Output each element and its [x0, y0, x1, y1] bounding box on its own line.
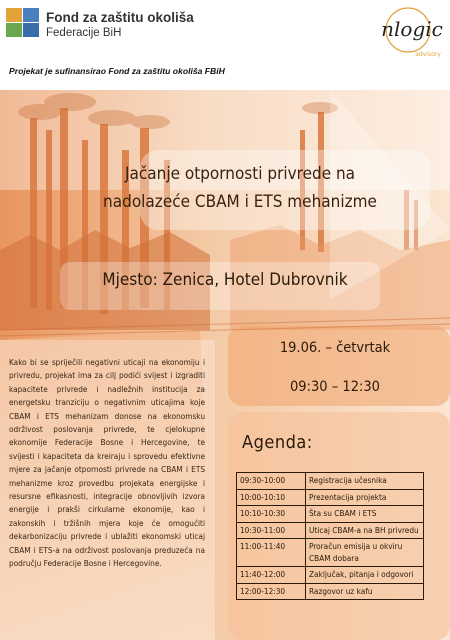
agenda-topic: Šta su CBAM i ETS [306, 506, 424, 523]
event-title [70, 160, 410, 216]
agenda-time: 12:00-12:30 [237, 583, 306, 600]
event-title-line-1: Jačanje otpornosti privrede na [124, 164, 356, 184]
agenda-time: 10:30-11:00 [237, 522, 306, 539]
agenda-time: 09:30-10:00 [237, 473, 306, 490]
agenda-topic: Registracija učesnika [306, 473, 424, 490]
agenda-row [237, 522, 424, 539]
agenda-row [237, 567, 424, 584]
cofinancing-note: Projekat je sufinansirao Fond za zaštitu okoliša FBiH [9, 66, 225, 76]
event-title-line-2: nadolazeće CBAM i ETS mehanizme [103, 192, 377, 212]
fund-name: Fond za zaštitu okoliša [46, 10, 194, 25]
agenda-topic: Zaključak, pitanja i odgovori [306, 567, 424, 584]
agenda-time: 11:40-12:00 [237, 567, 306, 584]
fund-name-block [46, 10, 194, 40]
agenda-time: 10:00-10:10 [237, 489, 306, 506]
agenda-row [237, 473, 424, 490]
event-time: 09:30 – 12:30 [290, 379, 380, 395]
fund-subtitle: Federacije BiH [46, 27, 122, 39]
agenda-topic: Razgovor uz kafu [306, 583, 424, 600]
nlogic-advisory-logo [368, 6, 448, 62]
agenda-topic: Proračun emisija u okviru CBAM dobara [306, 539, 424, 567]
agenda-topic: Prezentacija projekta [306, 489, 424, 506]
agenda-table [236, 472, 424, 600]
advisory-logo-text: advisory [415, 51, 441, 58]
agenda-time: 11:00-11:40 [237, 539, 306, 567]
agenda-row [237, 539, 424, 567]
agenda-time: 10:10-10:30 [237, 506, 306, 523]
fund-logo [6, 8, 40, 42]
agenda-row [237, 489, 424, 506]
agenda-row [237, 583, 424, 600]
event-date: 19.06. – četvrtak [279, 340, 391, 356]
nlogic-logo-text: nlogic [381, 17, 443, 41]
project-description: Kako bi se spriječili negativni uticaji na ekonomiju i privredu, projekat ima za cilj podići svijest i izgraditi kapacitete privrede i nadležnih institucija za energetsku tranziciju o negativnim uticajima koje CBAM i ETS mehanizam donose na ekonomsku održivost poslovanja privrede, te cjelokupne ekonomije Federacije Bosne i Hercegovine, te svijesti i kapaciteta da kreiraju i sprovedu efektivne mjere za jačanje otpornosti privrede na CBAM i ETS mehanizme kroz provedbu projekata energijske i resursne efikasnosti, integracije obnovljivih izvora energije i prakši cirkularne ekonomije, kao i zakonskih i tržišnih mjera koje će omogućiti dekarbonizaciju privrede i ublažiti ekonomski uticaj CBAM i ETS-a na održivost poslovanja preduzeća na području Federacije Bosne i Hercegovine. [9, 357, 205, 569]
event-location: Mjesto: Zenica, Hotel Dubrovnik [102, 270, 348, 290]
agenda-row [237, 506, 424, 523]
fund-logo-icon [6, 8, 40, 38]
agenda-topic: Uticaj CBAM-a na BH privredu [306, 522, 424, 539]
agenda-heading: Agenda: [242, 432, 313, 453]
